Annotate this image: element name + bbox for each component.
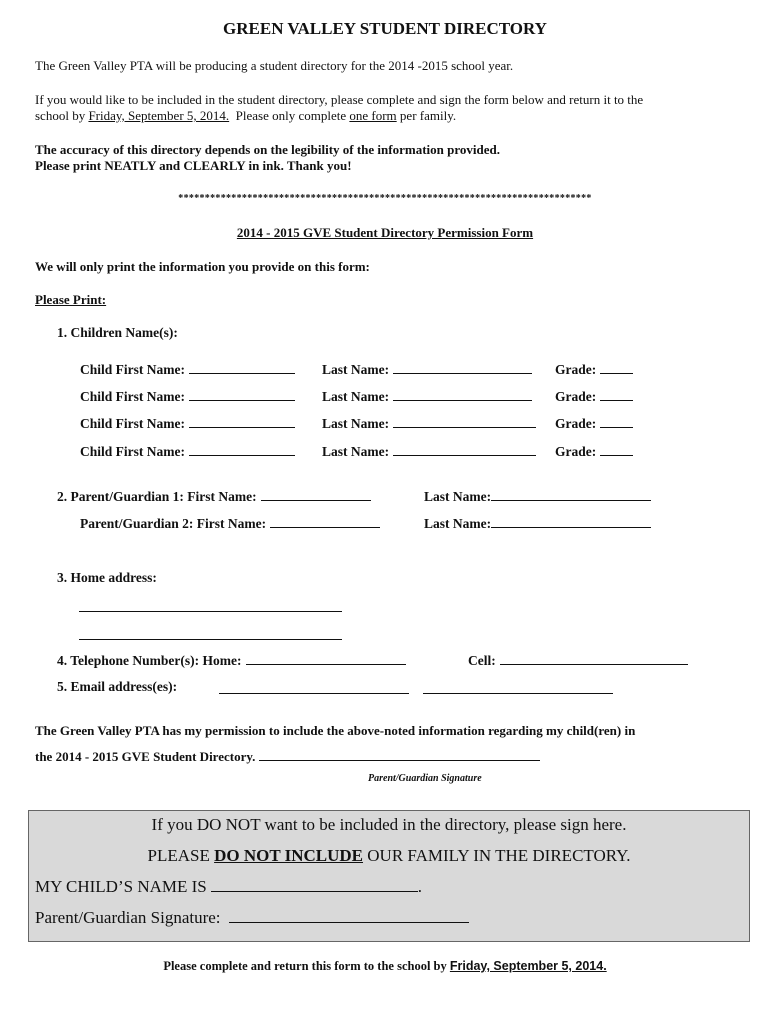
child-last-label: Last Name: xyxy=(322,389,390,404)
one-form-emphasis: one form xyxy=(349,108,397,123)
child-grade-label: Grade: xyxy=(555,444,597,459)
guardian2-first-name-field[interactable] xyxy=(270,515,380,528)
guardian2-last-label: Last Name: xyxy=(424,516,492,531)
home-address-label: 3. Home address: xyxy=(57,570,157,585)
address-line-1-field[interactable] xyxy=(79,611,342,612)
opt-out-prefix: PLEASE xyxy=(147,846,215,865)
child-name-end: . xyxy=(417,877,422,896)
child-first-label: Child First Name: xyxy=(80,416,185,431)
child-last-name-field[interactable] xyxy=(393,415,536,428)
separator: ****************************************************************************** xyxy=(178,193,592,204)
child-name-label: MY CHILD’S NAME IS xyxy=(35,877,207,896)
child-last-label: Last Name: xyxy=(322,444,390,459)
accuracy-line1: The accuracy of this directory depends on the legibility of the information provided. xyxy=(35,142,500,157)
child-first-label: Child First Name: xyxy=(80,389,185,404)
instructions-line2 xyxy=(35,108,456,124)
child-last-name-field[interactable] xyxy=(393,388,532,401)
email-field-2[interactable] xyxy=(423,693,613,694)
instructions-suffix: per family. xyxy=(396,108,457,123)
do-not-include-emphasis: DO NOT INCLUDE xyxy=(214,846,364,865)
child-first-name-field[interactable] xyxy=(189,388,295,401)
guardian1-first-label: 2. Parent/Guardian 1: First Name: xyxy=(57,489,257,504)
guardian1-last-name-field[interactable] xyxy=(491,488,651,501)
instructions-middle: Please only complete xyxy=(229,108,350,123)
child-last-label: Last Name: xyxy=(322,416,390,431)
child-grade-field[interactable] xyxy=(600,361,633,374)
deadline-date: Friday, September 5, 2014. xyxy=(88,108,230,123)
accuracy-line2: Please print NEATLY and CLEARLY in ink. Thank you! xyxy=(35,158,352,173)
child-last-group xyxy=(322,388,532,405)
guardian2-last-name-field[interactable] xyxy=(491,515,651,528)
permission-line2-group xyxy=(35,748,540,765)
telephone-cell-group xyxy=(468,652,688,669)
child-grade-label: Grade: xyxy=(555,416,597,431)
child-grade-group xyxy=(555,388,633,405)
opt-out-line2 xyxy=(29,846,749,866)
child-row xyxy=(80,388,295,405)
telephone-cell-label: Cell: xyxy=(468,653,496,668)
home-phone-field[interactable] xyxy=(246,652,406,665)
child-grade-group xyxy=(555,443,633,460)
document-title: GREEN VALLEY STUDENT DIRECTORY xyxy=(223,19,547,38)
child-first-name-field[interactable] xyxy=(189,415,295,428)
telephone-home-group xyxy=(57,652,406,669)
guardian1-last-label: Last Name: xyxy=(424,489,492,504)
child-row xyxy=(80,361,295,378)
child-last-group xyxy=(322,361,532,378)
opt-out-signature-field[interactable] xyxy=(229,908,469,923)
child-row xyxy=(80,415,295,432)
guardian2-first-group xyxy=(80,515,380,532)
permission-signature-field[interactable] xyxy=(259,748,540,761)
child-grade-field[interactable] xyxy=(600,388,633,401)
footer-date: Friday, September 5, 2014. xyxy=(449,959,607,973)
child-last-name-field[interactable] xyxy=(393,361,532,374)
child-last-group xyxy=(322,415,536,432)
address-line-2-field[interactable] xyxy=(79,639,342,640)
guardian2-last-group xyxy=(424,515,651,532)
email-field-1[interactable] xyxy=(219,693,409,694)
child-first-name-field[interactable] xyxy=(189,443,295,456)
guardian2-first-label: Parent/Guardian 2: First Name: xyxy=(80,516,267,531)
child-last-name-field[interactable] xyxy=(393,443,536,456)
instructions-line1: If you would like to be included in the student directory, please complete and sign the form below and return it to the xyxy=(35,92,644,107)
permission-line1: The Green Valley PTA has my permission to include the above-noted information regarding my child(ren) in xyxy=(35,723,636,738)
child-grade-label: Grade: xyxy=(555,389,597,404)
instructions-prefix: school by xyxy=(35,108,89,123)
child-grade-field[interactable] xyxy=(600,443,633,456)
opt-out-child-group xyxy=(35,877,422,897)
child-first-label: Child First Name: xyxy=(80,444,185,459)
child-grade-field[interactable] xyxy=(600,415,633,428)
child-first-label: Child First Name: xyxy=(80,362,185,377)
footer-text: Please complete and return this form to the school by xyxy=(163,959,450,973)
opt-out-box xyxy=(28,810,750,942)
guardian1-last-group xyxy=(424,488,651,505)
permission-line2: the 2014 - 2015 GVE Student Directory. xyxy=(35,749,256,764)
children-names-label: 1. Children Name(s): xyxy=(57,325,178,340)
child-row xyxy=(80,443,295,460)
opt-out-signature-label: Parent/Guardian Signature: xyxy=(35,908,221,927)
child-first-name-field[interactable] xyxy=(189,361,295,374)
form-title: 2014 - 2015 GVE Student Directory Permission Form xyxy=(236,225,534,240)
opt-out-suffix: OUR FAMILY IN THE DIRECTORY. xyxy=(363,846,631,865)
opt-out-child-name-field[interactable] xyxy=(211,877,418,892)
child-last-label: Last Name: xyxy=(322,362,390,377)
please-print-heading: Please Print: xyxy=(35,292,107,307)
child-last-group xyxy=(322,443,536,460)
opt-out-line1: If you DO NOT want to be included in the directory, please sign here. xyxy=(151,815,627,834)
guardian1-first-name-field[interactable] xyxy=(261,488,371,501)
only-print-note: We will only print the information you provide on this form: xyxy=(35,259,370,274)
telephone-home-label: 4. Telephone Number(s): Home: xyxy=(57,653,242,668)
child-grade-group xyxy=(555,415,633,432)
intro-text: The Green Valley PTA will be producing a student directory for the 2014 -2015 school year. xyxy=(35,58,514,73)
email-label: 5. Email address(es): xyxy=(57,679,178,694)
footer-note xyxy=(0,959,770,974)
signature-caption: Parent/Guardian Signature xyxy=(368,773,482,784)
child-grade-label: Grade: xyxy=(555,362,597,377)
guardian1-first-group xyxy=(57,488,371,505)
opt-out-signature-group xyxy=(35,908,469,928)
child-grade-group xyxy=(555,361,633,378)
cell-phone-field[interactable] xyxy=(500,652,688,665)
